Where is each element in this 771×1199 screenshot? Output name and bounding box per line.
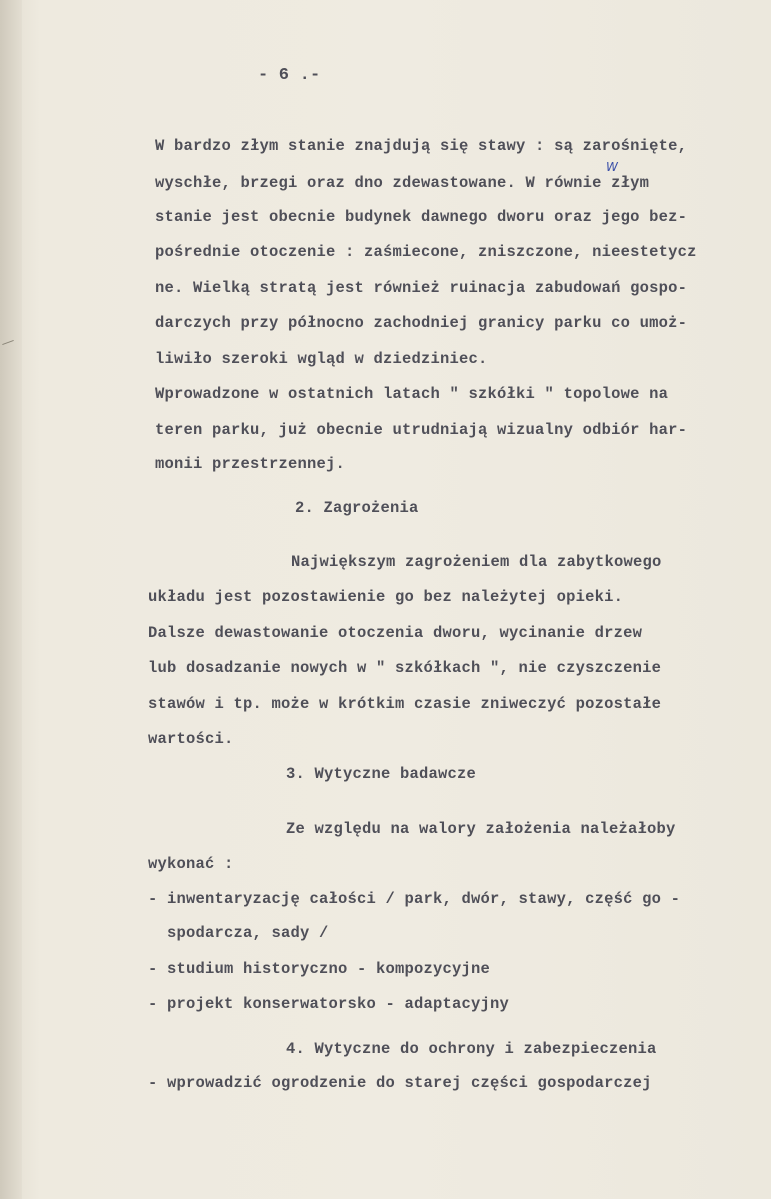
list-item-inventory-cont: spodarcza, sady / [148, 924, 329, 942]
paragraph-1-line-6: darczych przy północno zachodniej granicy parku co umoż- [155, 314, 688, 332]
paragraph-1-line-9: teren parku, już obecnie utrudniają wizualny odbiór har- [155, 421, 688, 439]
heading-zagrozenia: 2. Zagrożenia [295, 499, 419, 517]
paragraph-2-line-3: Dalsze dewastowanie otoczenia dworu, wycinanie drzew [148, 624, 643, 642]
paragraph-1-line-3: stanie jest obecnie budynek dawnego dworu oraz jego bez- [155, 208, 688, 226]
heading-wytyczne-badawcze: 3. Wytyczne badawcze [286, 765, 477, 783]
paragraph-1-line-2: wyschłe, brzegi oraz dno zdewastowane. W równie złym [155, 174, 650, 192]
paragraph-1-line-7: liwiło szeroki wgląd w dziedziniec. [155, 350, 488, 368]
paragraph-1-line-1: W bardzo złym stanie znajdują się stawy : są zarośnięte, [155, 137, 688, 155]
page-number: - 6 .- [258, 66, 321, 85]
paragraph-2-line-6: wartości. [148, 730, 234, 748]
paragraph-1-line-10: monii przestrzennej. [155, 455, 346, 473]
paragraph-1-line-4: pośrednie otoczenie : zaśmiecone, zniszczone, nieestetycz [155, 243, 697, 261]
paragraph-3-line-2: wykonać : [148, 855, 234, 873]
paragraph-1-line-5: ne. Wielką stratą jest również ruinacja zabudowań gospo- [155, 279, 688, 297]
paragraph-1-line-8: Wprowadzone w ostatnich latach " szkółki " topolowe na [155, 385, 669, 403]
handwritten-correction: W [606, 160, 618, 174]
paragraph-2-line-5: stawów i tp. może w krótkim czasie zniweczyć pozostałe [148, 695, 662, 713]
list-item-fence: - wprowadzić ogrodzenie do starej części gospodarczej [148, 1074, 652, 1092]
paragraph-3-line-1: Ze względu na walory założenia należałoby [286, 820, 676, 838]
heading-wytyczne-ochrony: 4. Wytyczne do ochrony i zabezpieczenia [286, 1040, 657, 1058]
paragraph-2-line-2: układu jest pozostawienie go bez należytej opieki. [148, 588, 624, 606]
paragraph-2-line-1: Największym zagrożeniem dla zabytkowego [291, 553, 662, 571]
list-item-inventory: - inwentaryzację całości / park, dwór, stawy, część go - [148, 890, 681, 908]
list-item-project: - projekt konserwatorsko - adaptacyjny [148, 995, 510, 1013]
binding-edge [0, 0, 22, 1199]
paragraph-2-line-4: lub dosadzanie nowych w " szkółkach ", nie czyszczenie [148, 659, 662, 677]
list-item-study: - studium historyczno - kompozycyjne [148, 960, 491, 978]
